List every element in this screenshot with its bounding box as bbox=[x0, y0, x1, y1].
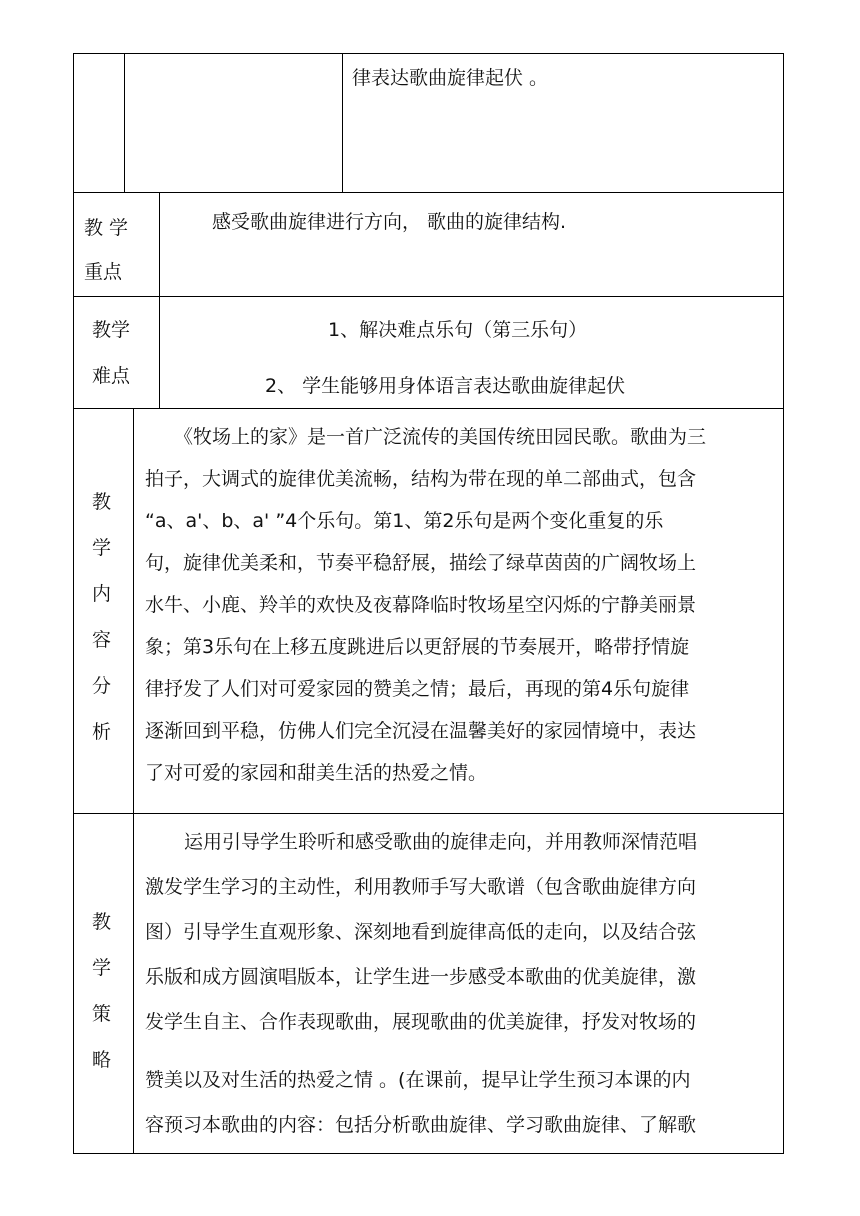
neirong-label-char: 分 bbox=[92, 675, 112, 697]
celue-label-char: 略 bbox=[92, 1049, 112, 1071]
celue-line: 运用引导学生聆听和感受歌曲的旋律走向，并用教师深情范唱 bbox=[184, 831, 698, 853]
row-divider bbox=[73, 408, 784, 409]
zhongdian-content: 感受歌曲旋律进行方向， 歌曲的旋律结构. bbox=[212, 211, 567, 233]
celue-line: 容预习本歌曲的内容：包括分析歌曲旋律、学习歌曲旋律、了解歌 bbox=[145, 1114, 697, 1136]
table-border-left bbox=[73, 53, 74, 1154]
neirong-line: 了对可爱的家园和甜美生活的热爱之情。 bbox=[145, 762, 488, 784]
table-border-bottom bbox=[73, 1153, 784, 1154]
column-divider bbox=[124, 53, 125, 193]
neirong-label-char: 学 bbox=[92, 537, 112, 559]
zhongdian-label-line1: 教 学 bbox=[84, 217, 129, 239]
celue-label-char: 教 bbox=[92, 911, 112, 933]
neirong-line: “a、a'、b、a' ”4个乐句。第1、第2乐句是两个变化重复的乐 bbox=[145, 510, 664, 532]
neirong-line: 句，旋律优美柔和，节奏平稳舒展，描绘了绿草茵茵的广阔牧场上 bbox=[145, 552, 697, 574]
neirong-label-char: 容 bbox=[92, 629, 112, 651]
celue-line: 赞美以及对生活的热爱之情 。(在课前，提早让学生预习本课的内 bbox=[145, 1069, 691, 1091]
neirong-line: 象；第3乐句在上移五度跳进后以更舒展的节奏展开，略带抒情旋 bbox=[145, 636, 690, 658]
column-divider bbox=[133, 408, 134, 1154]
row-divider bbox=[73, 813, 784, 814]
neirong-line: 《牧场上的家》是一首广泛流传的美国传统田园民歌。歌曲为三 bbox=[174, 426, 707, 448]
row-divider bbox=[73, 192, 784, 193]
row-divider bbox=[73, 296, 784, 297]
zhongdian-label-line2: 重点 bbox=[84, 261, 123, 283]
nandian-item-2: 2、 学生能够用身体语言表达歌曲旋律起伏 bbox=[265, 375, 626, 397]
celue-line: 乐版和成方圆演唱版本，让学生进一步感受本歌曲的优美旋律，激 bbox=[145, 966, 697, 988]
celue-line: 激发学生学习的主动性，利用教师手写大歌谱（包含歌曲旋律方向 bbox=[145, 876, 697, 898]
neirong-label-char: 教 bbox=[92, 491, 112, 513]
celue-line: 图）引导学生直观形象、深刻地看到旋律高低的走向，以及结合弦 bbox=[145, 921, 697, 943]
column-divider bbox=[342, 53, 343, 193]
table-border-right bbox=[783, 53, 784, 1154]
column-divider bbox=[159, 192, 160, 409]
celue-label-char: 策 bbox=[92, 1003, 112, 1025]
neirong-line: 逐渐回到平稳，仿佛人们完全沉浸在温馨美好的家园情境中，表达 bbox=[145, 720, 697, 742]
neirong-line: 水牛、小鹿、羚羊的欢快及夜幕降临时牧场星空闪烁的宁静美丽景 bbox=[145, 594, 697, 616]
row1-text: 律表达歌曲旋律起伏 。 bbox=[352, 67, 549, 89]
nandian-label-line2: 难点 bbox=[92, 365, 131, 387]
table-border-top bbox=[73, 53, 784, 54]
neirong-label-char: 析 bbox=[92, 721, 112, 743]
neirong-label-char: 内 bbox=[92, 583, 112, 605]
celue-line: 发学生自主、合作表现歌曲，展现歌曲的优美旋律，抒发对牧场的 bbox=[145, 1011, 697, 1033]
neirong-line: 拍子，大调式的旋律优美流畅，结构为带在现的单二部曲式，包含 bbox=[145, 468, 697, 490]
neirong-line: 律抒发了人们对可爱家园的赞美之情；最后，再现的第4乐句旋律 bbox=[145, 678, 690, 700]
nandian-item-1: 1、解决难点乐句（第三乐句） bbox=[328, 319, 588, 341]
celue-label-char: 学 bbox=[92, 957, 112, 979]
nandian-label-line1: 教学 bbox=[92, 319, 131, 341]
